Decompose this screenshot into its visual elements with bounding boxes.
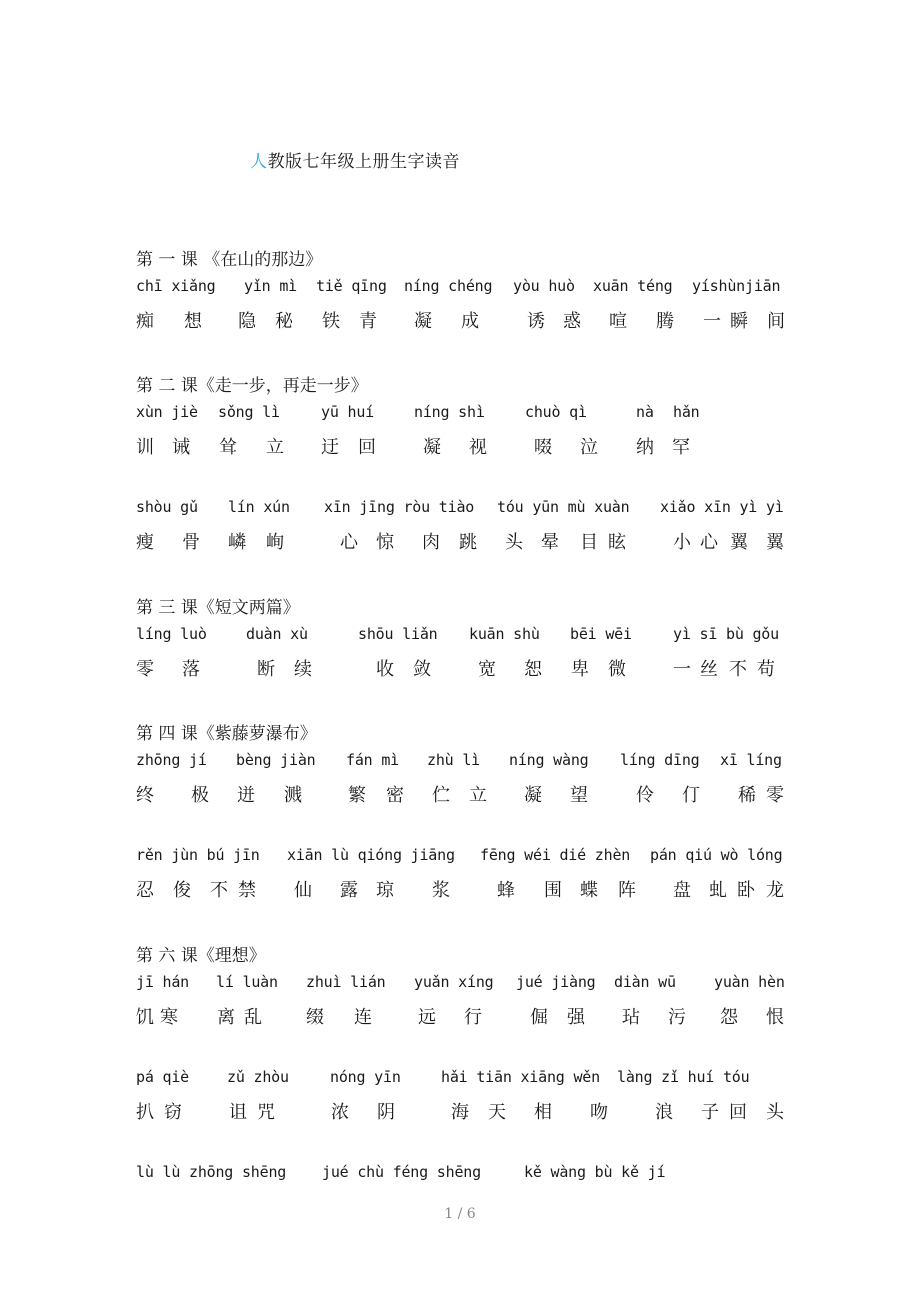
title-accent-char: 人 <box>250 152 268 172</box>
hanzi-char: 回 <box>729 1102 747 1123</box>
pinyin-word: yì sī bù gǒu <box>673 625 779 643</box>
pinyin-word: shòu gǔ <box>136 498 198 516</box>
hanzi-char: 俊 <box>173 880 191 901</box>
hanzi-char: 眩 <box>608 532 626 553</box>
hanzi-char: 寒 <box>160 1007 178 1028</box>
hanzi-char: 凝 <box>524 785 542 806</box>
hanzi-char: 头 <box>766 1102 784 1123</box>
pinyin-word: zǔ zhòu <box>227 1068 289 1086</box>
hanzi-row <box>0 1003 920 1027</box>
hanzi-char: 饥 <box>136 1007 154 1028</box>
hanzi-char: 诫 <box>172 437 190 458</box>
pinyin-word: lí luàn <box>216 973 278 991</box>
hanzi-char: 耸 <box>219 437 237 458</box>
pinyin-row <box>0 498 920 522</box>
hanzi-char: 泣 <box>580 437 598 458</box>
hanzi-char: 不 <box>729 659 747 680</box>
hanzi-char: 阵 <box>618 880 636 901</box>
hanzi-char: 围 <box>544 880 562 901</box>
hanzi-row <box>0 781 920 805</box>
hanzi-char: 龙 <box>766 880 784 901</box>
pinyin-word: xuān téng <box>593 277 673 295</box>
hanzi-char: 啜 <box>534 437 552 458</box>
hanzi-char: 立 <box>266 437 284 458</box>
pinyin-word: chuò qì <box>525 403 587 421</box>
hanzi-char: 隐 <box>238 311 256 332</box>
hanzi-row <box>0 655 920 679</box>
pinyin-word: zhōng jí <box>136 751 207 769</box>
hanzi-char: 窃 <box>164 1102 182 1123</box>
pinyin-word: jué jiàng <box>516 973 596 991</box>
hanzi-char: 迸 <box>237 785 255 806</box>
hanzi-char: 想 <box>184 311 202 332</box>
hanzi-char: 蝶 <box>580 880 598 901</box>
hanzi-char: 琼 <box>376 880 394 901</box>
hanzi-row <box>0 528 920 552</box>
hanzi-char: 喧 <box>609 311 627 332</box>
hanzi-char: 视 <box>469 437 487 458</box>
hanzi-char: 海 <box>451 1102 469 1123</box>
pinyin-row <box>0 1163 920 1187</box>
pinyin-word: sǒng lì <box>218 403 280 421</box>
hanzi-char: 吻 <box>590 1102 608 1123</box>
pinyin-word: hǎi tiān xiāng wěn <box>441 1068 600 1086</box>
hanzi-char: 青 <box>359 311 377 332</box>
hanzi-char: 仙 <box>294 880 312 901</box>
hanzi-char: 一 <box>673 659 691 680</box>
title-text: 教版七年级上册生字读音 <box>267 152 460 172</box>
hanzi-char: 子 <box>701 1102 719 1123</box>
hanzi-char: 惊 <box>376 532 394 553</box>
hanzi-char: 阴 <box>377 1102 395 1123</box>
lesson-heading: 第 四 课《紫藤萝瀑布》 <box>136 724 317 744</box>
pinyin-row <box>0 277 920 301</box>
hanzi-char: 小 <box>673 532 691 553</box>
pinyin-word: pá qiè <box>136 1068 189 1086</box>
hanzi-char: 诅 <box>229 1102 247 1123</box>
pinyin-word: chī xiǎng <box>136 277 216 295</box>
pinyin-word: nà <box>636 403 654 421</box>
hanzi-char: 行 <box>464 1007 482 1028</box>
hanzi-char: 目 <box>580 532 598 553</box>
pinyin-word: bèng jiàn <box>236 751 316 769</box>
lesson-heading: 第 三 课《短文两篇》 <box>136 598 300 618</box>
pinyin-word: líng luò <box>136 625 207 643</box>
pinyin-row <box>0 1068 920 1092</box>
hanzi-char: 瞬 <box>730 311 748 332</box>
hanzi-char: 间 <box>767 311 785 332</box>
hanzi-char: 忍 <box>136 880 154 901</box>
hanzi-char: 倔 <box>530 1007 548 1028</box>
hanzi-char: 稀 <box>738 785 756 806</box>
pinyin-word: tóu yūn mù xuàn <box>497 498 630 516</box>
hanzi-char: 敛 <box>413 659 431 680</box>
pinyin-word: jī hán <box>136 973 189 991</box>
hanzi-char: 翼 <box>766 532 784 553</box>
pinyin-word: yòu huò <box>513 277 575 295</box>
hanzi-char: 仃 <box>682 785 700 806</box>
hanzi-char: 骨 <box>182 532 200 553</box>
hanzi-char: 盘 <box>673 880 691 901</box>
hanzi-char: 头 <box>505 532 523 553</box>
hanzi-char: 蜂 <box>497 880 515 901</box>
pinyin-word: fēng wéi dié zhèn <box>480 846 631 864</box>
lesson-heading: 第 六 课《理想》 <box>136 946 266 966</box>
hanzi-char: 瘦 <box>136 532 154 553</box>
hanzi-char: 腾 <box>656 311 674 332</box>
hanzi-char: 卑 <box>571 659 589 680</box>
hanzi-char: 繁 <box>348 785 366 806</box>
hanzi-char: 伫 <box>432 785 450 806</box>
pinyin-word: zhuì lián <box>306 973 386 991</box>
hanzi-char: 恨 <box>766 1007 784 1028</box>
hanzi-char: 宽 <box>478 659 496 680</box>
hanzi-row <box>0 433 920 457</box>
document-title <box>250 147 460 172</box>
hanzi-char: 惑 <box>563 311 581 332</box>
hanzi-char: 罕 <box>672 437 690 458</box>
hanzi-char: 凝 <box>414 311 432 332</box>
hanzi-row <box>0 307 920 331</box>
hanzi-char: 铁 <box>322 311 340 332</box>
pinyin-row <box>0 403 920 427</box>
hanzi-char: 诱 <box>527 311 545 332</box>
hanzi-char: 离 <box>217 1007 235 1028</box>
hanzi-char: 浆 <box>432 880 450 901</box>
pinyin-word: duàn xù <box>246 625 308 643</box>
pinyin-word: rěn jùn bú jīn <box>136 846 260 864</box>
pinyin-word: xīn jīng ròu tiào <box>324 498 475 516</box>
hanzi-char: 污 <box>668 1007 686 1028</box>
pinyin-word: zhù lì <box>427 751 480 769</box>
pinyin-word: líng dīng <box>620 751 700 769</box>
pinyin-word: yuàn hèn <box>714 973 785 991</box>
pinyin-word: diàn wū <box>614 973 676 991</box>
hanzi-char: 远 <box>418 1007 436 1028</box>
hanzi-char: 断 <box>257 659 275 680</box>
pinyin-word: bēi wēi <box>570 625 632 643</box>
lesson-heading: 第 一 课 《在山的那边》 <box>136 250 323 270</box>
hanzi-char: 咒 <box>257 1102 275 1123</box>
pinyin-word: pán qiú wò lóng <box>650 846 783 864</box>
pinyin-word: xī líng <box>720 751 782 769</box>
hanzi-char: 伶 <box>636 785 654 806</box>
hanzi-char: 浓 <box>331 1102 349 1123</box>
hanzi-char: 零 <box>766 785 784 806</box>
pinyin-word: kuān shù <box>469 625 540 643</box>
pinyin-word: yíshùnjiān <box>692 277 781 295</box>
pinyin-word: lín xún <box>228 498 290 516</box>
hanzi-char: 极 <box>191 785 209 806</box>
hanzi-char: 玷 <box>622 1007 640 1028</box>
hanzi-char: 续 <box>294 659 312 680</box>
hanzi-char: 虬 <box>709 880 727 901</box>
hanzi-char: 训 <box>136 437 154 458</box>
hanzi-char: 零 <box>136 659 154 680</box>
hanzi-char: 心 <box>700 532 718 553</box>
hanzi-char: 密 <box>386 785 404 806</box>
hanzi-char: 不 <box>210 880 228 901</box>
pinyin-word: tiě qīng <box>316 277 387 295</box>
hanzi-char: 秘 <box>275 311 293 332</box>
hanzi-char: 立 <box>469 785 487 806</box>
hanzi-char: 卧 <box>737 880 755 901</box>
hanzi-row <box>0 1098 920 1122</box>
page-indicator: 1 / 6 <box>444 1206 476 1222</box>
pinyin-row <box>0 846 920 870</box>
hanzi-char: 痴 <box>136 311 154 332</box>
hanzi-char: 望 <box>570 785 588 806</box>
pinyin-row <box>0 973 920 997</box>
hanzi-char: 扒 <box>136 1102 154 1123</box>
pinyin-word: yū huí <box>321 403 374 421</box>
hanzi-char: 缀 <box>306 1007 324 1028</box>
pinyin-word: shōu liǎn <box>358 625 438 643</box>
pinyin-word: hǎn <box>673 403 700 421</box>
pinyin-word: fán mì <box>346 751 399 769</box>
hanzi-char: 晕 <box>541 532 559 553</box>
hanzi-char: 乱 <box>244 1007 262 1028</box>
hanzi-char: 天 <box>488 1102 506 1123</box>
pinyin-word: xiǎo xīn yì yì <box>660 498 784 516</box>
pinyin-word: kě wàng bù kě jí <box>524 1163 666 1181</box>
hanzi-char: 一 <box>703 311 721 332</box>
pinyin-word: làng zǐ huí tóu <box>617 1068 750 1086</box>
lesson-heading: 第 二 课《走一步，再走一步》 <box>136 376 368 396</box>
pinyin-word: jué chù féng shēng <box>322 1163 481 1181</box>
pinyin-word: yuǎn xíng <box>414 973 494 991</box>
hanzi-char: 收 <box>376 659 394 680</box>
hanzi-char: 心 <box>340 532 358 553</box>
hanzi-char: 嶙 <box>228 532 246 553</box>
hanzi-char: 恕 <box>524 659 542 680</box>
pinyin-word: níng wàng <box>509 751 589 769</box>
pinyin-row <box>0 751 920 775</box>
hanzi-char: 纳 <box>636 437 654 458</box>
hanzi-char: 翼 <box>730 532 748 553</box>
hanzi-char: 迂 <box>321 437 339 458</box>
hanzi-char: 苟 <box>757 659 775 680</box>
hanzi-char: 肉 <box>422 532 440 553</box>
hanzi-char: 落 <box>182 659 200 680</box>
hanzi-char: 凝 <box>423 437 441 458</box>
hanzi-char: 微 <box>608 659 626 680</box>
pinyin-word: xiān lù qióng jiāng <box>287 846 455 864</box>
hanzi-char: 露 <box>340 880 358 901</box>
hanzi-char: 相 <box>534 1102 552 1123</box>
hanzi-char: 怨 <box>720 1007 738 1028</box>
pinyin-word: xùn jiè <box>136 403 198 421</box>
hanzi-char: 成 <box>461 311 479 332</box>
pinyin-word: nóng yīn <box>330 1068 401 1086</box>
pinyin-word: yǐn mì <box>244 277 297 295</box>
hanzi-char: 强 <box>567 1007 585 1028</box>
pinyin-row <box>0 625 920 649</box>
hanzi-char: 终 <box>136 785 154 806</box>
hanzi-row <box>0 876 920 900</box>
hanzi-char: 禁 <box>238 880 256 901</box>
hanzi-char: 峋 <box>266 532 284 553</box>
hanzi-char: 浪 <box>655 1102 673 1123</box>
hanzi-char: 跳 <box>459 532 477 553</box>
hanzi-char: 丝 <box>700 659 718 680</box>
pinyin-word: níng chéng <box>404 277 493 295</box>
hanzi-char: 回 <box>358 437 376 458</box>
pinyin-word: lù lù zhōng shēng <box>136 1163 287 1181</box>
hanzi-char: 连 <box>354 1007 372 1028</box>
hanzi-char: 溅 <box>284 785 302 806</box>
pinyin-word: níng shì <box>414 403 485 421</box>
